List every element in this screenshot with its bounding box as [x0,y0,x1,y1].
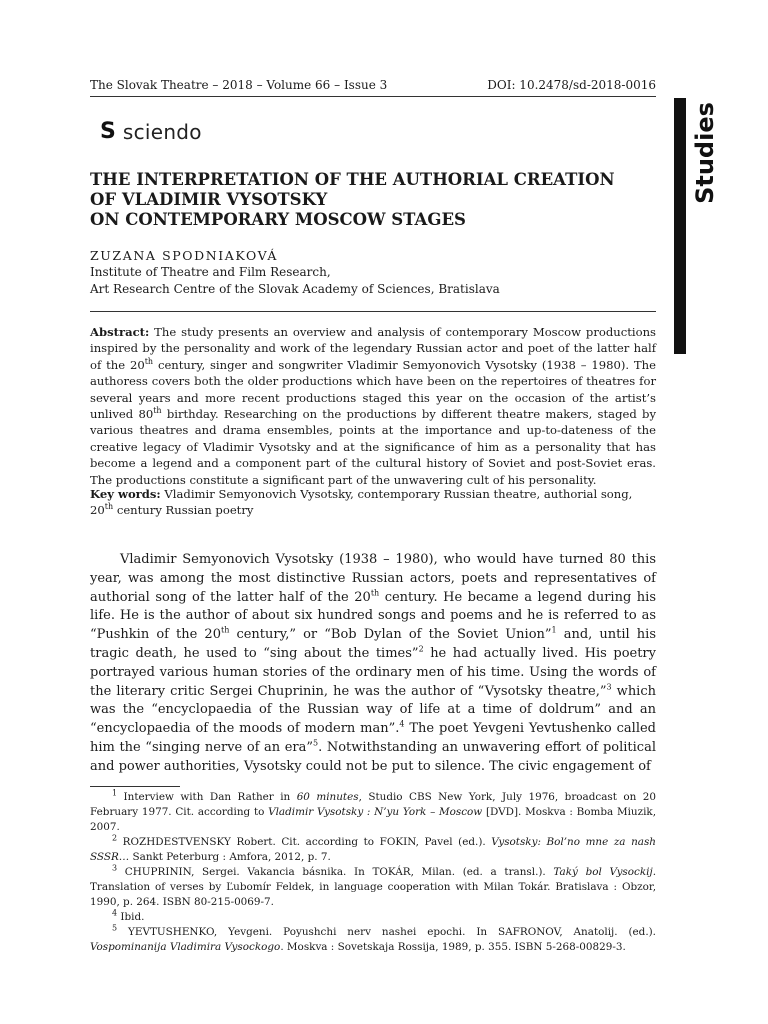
title-line: OF VLADIMIR VYSOTSKY [90,190,328,209]
footnote-ref[interactable]: 5 [313,738,319,748]
running-header-journal: The Slovak Theatre – 2018 – Volume 66 – Issue 3 [90,78,388,92]
article-title [90,170,660,230]
section-bar [674,98,686,354]
abstract-sup: th [153,406,162,416]
footnote-ref[interactable]: 1 [551,625,557,635]
affiliation-line: Art Research Centre of the Slovak Academy of Sciences, Bratislava [90,282,500,296]
sciendo-logo-icon: S [100,119,116,144]
footnote-text: ROZHDESTVENSKY Robert. Cit. according to FOKIN, Pavel (ed.). [117,836,492,848]
footnote-rule [90,786,180,787]
footnote-number: 5 [112,923,118,933]
publisher-logo [100,120,202,144]
abstract-rule [90,311,656,312]
logo-text: sciendo [122,120,202,144]
author-name: ZUZANA SPODNIAKOVÁ [90,248,279,263]
abstract-text: birthday. Researching on the productions by different theatre makers, staged by various theatres and drama ensembles, points at the importance and up-to-dateness of the creative legacy of Vladimir Vysotsky and at the significance of him as a personality that has become a legend and a component part of the cultural history of Soviet and post-Soviet eras. The productions constitute a significant part of the unwavering cult of his personality. [90,407,657,487]
keywords [90,486,656,519]
footnote-number: 3 [112,863,118,873]
abstract [90,324,656,488]
footnote-italic: Vospominanija Vladimira Vysockogo [90,941,281,953]
footnote-number: 1 [112,788,118,798]
body-sup: th [220,625,230,635]
body-text: he had actually lived. His poetry portrayed various human stories of the ordinary men of his time. Using the words of the literary critic Sergei Chuprinin, he was the author of “Vysotsky theatre,” [90,645,656,699]
footnote-number: 4 [112,908,118,918]
title-line: THE INTERPRETATION OF THE AUTHORIAL CREATION [90,170,615,189]
footnote-ref[interactable]: 3 [606,682,612,692]
keywords-label: Key words: [90,487,161,501]
body-text: Vladimir Semyonovich Vysotsky (1938 – 1980), who would have turned 80 this year, was among the most distinctive Russian actors, poets and representatives of authorial song of the latter half of the 20 [90,552,656,605]
title-line: ON CONTEMPORARY MOSCOW STAGES [90,210,466,229]
section-label [690,98,720,208]
footnote-italic: 60 minutes [296,791,359,803]
keywords-sup: th [104,502,114,512]
abstract-text: century, singer and songwriter Vladimir Semyonovich Vysotsky (1938 – 1980). The authoress covers both the older productions which have been on the repertoires of theatres for several years and more recent productions staged this year on the occasion of the artist’s unlived 80 [90,357,656,422]
body-text: century. He became a legend during his life. He is the author of about six hundred songs and poems and he is referred to as “Pushkin of the 20 [90,589,656,643]
footnote-ref[interactable]: 4 [399,719,405,729]
footnote-ref[interactable]: 2 [418,644,424,654]
footnote-text: Ibid. [117,911,145,923]
footnote-italic: Vysotsky: Bol’no mne za nash SSSR… [90,836,656,863]
footnote-text: , Studio CBS New York, July 1976, broadcast on 20 February 1977. Cit. according to [90,791,656,818]
footnote-text: . Moskva : Sovetskaja Rossija, 1989, p. 355. ISBN 5-268-00829-3. [280,941,626,953]
footnote-text: CHUPRININ, Sergei. Vakancia básnika. In TOKÁR, Milan. (ed. a transl.). [117,866,554,878]
footnote-italic: Vladimir Vysotsky : N’yu York – Moscow [268,806,483,818]
body-sup: th [370,588,380,598]
footnote [90,910,656,925]
footnote [90,835,656,865]
body-text: The poet Yevgeni Yevtushenko called him the “singing nerve of an era” [90,721,656,755]
abstract-label: Abstract: [90,325,150,339]
footnote-text: [DVD]. Moskva : Bomba Miuzik, 2007. [90,806,656,833]
body-text: which was the “encyclopaedia of the Russian way of life at a time of doldrum” and an “encyclopaedia of the moods of modern man”. [90,683,656,737]
keywords-text: Vladimir Semyonovich Vysotsky, contemporary Russian theatre, authorial song, 20 [90,487,633,518]
section-label-text: Studies [691,102,719,204]
body-text: century,” or “Bob Dylan of the Soviet Union” [229,627,552,643]
running-header-doi: DOI: 10.2478/sd-2018-0016 [487,78,656,92]
footnote-number: 2 [112,833,118,843]
footnote-text: Sankt Peterburg : Amfora, 2012, p. 7. [129,851,331,863]
footnotes [90,790,656,955]
abstract-sup: th [144,356,154,366]
affiliation-line: Institute of Theatre and Film Research, [90,265,331,279]
body-text: and, until his tragic death, he used to “sing about the times” [90,627,656,661]
footnote-text: . Translation of verses by Ľubomír Feldek, in language cooperation with Milan Tokár. Bratislava : Obzor, 1990, p. 264. ISBN 80-215-0069-7. [90,866,656,908]
body-text: . Notwithstanding an unwavering effort of political and power authorities, Vysotsky could not be put to silence. The civic engagement of [90,739,656,774]
body-paragraph [90,551,656,777]
abstract-text: The study presents an overview and analysis of contemporary Moscow productions inspired by the personality and work of the legendary Russian actor and poet of the latter half of the 20 [90,325,656,372]
footnote [90,865,656,910]
author-affiliation [90,264,500,298]
header-rule [90,96,656,97]
footnote [90,790,656,835]
footnote-text: YEVTUSHENKO, Yevgeni. Poyushchi nerv nashei epochi. In SAFRONOV, Anatolij. (ed.). [117,926,656,938]
footnote [90,925,656,955]
footnote-italic: Taký bol Vysockij [553,866,653,878]
keywords-text: century Russian poetry [113,503,254,518]
footnote-text: Interview with Dan Rather in [117,791,297,803]
